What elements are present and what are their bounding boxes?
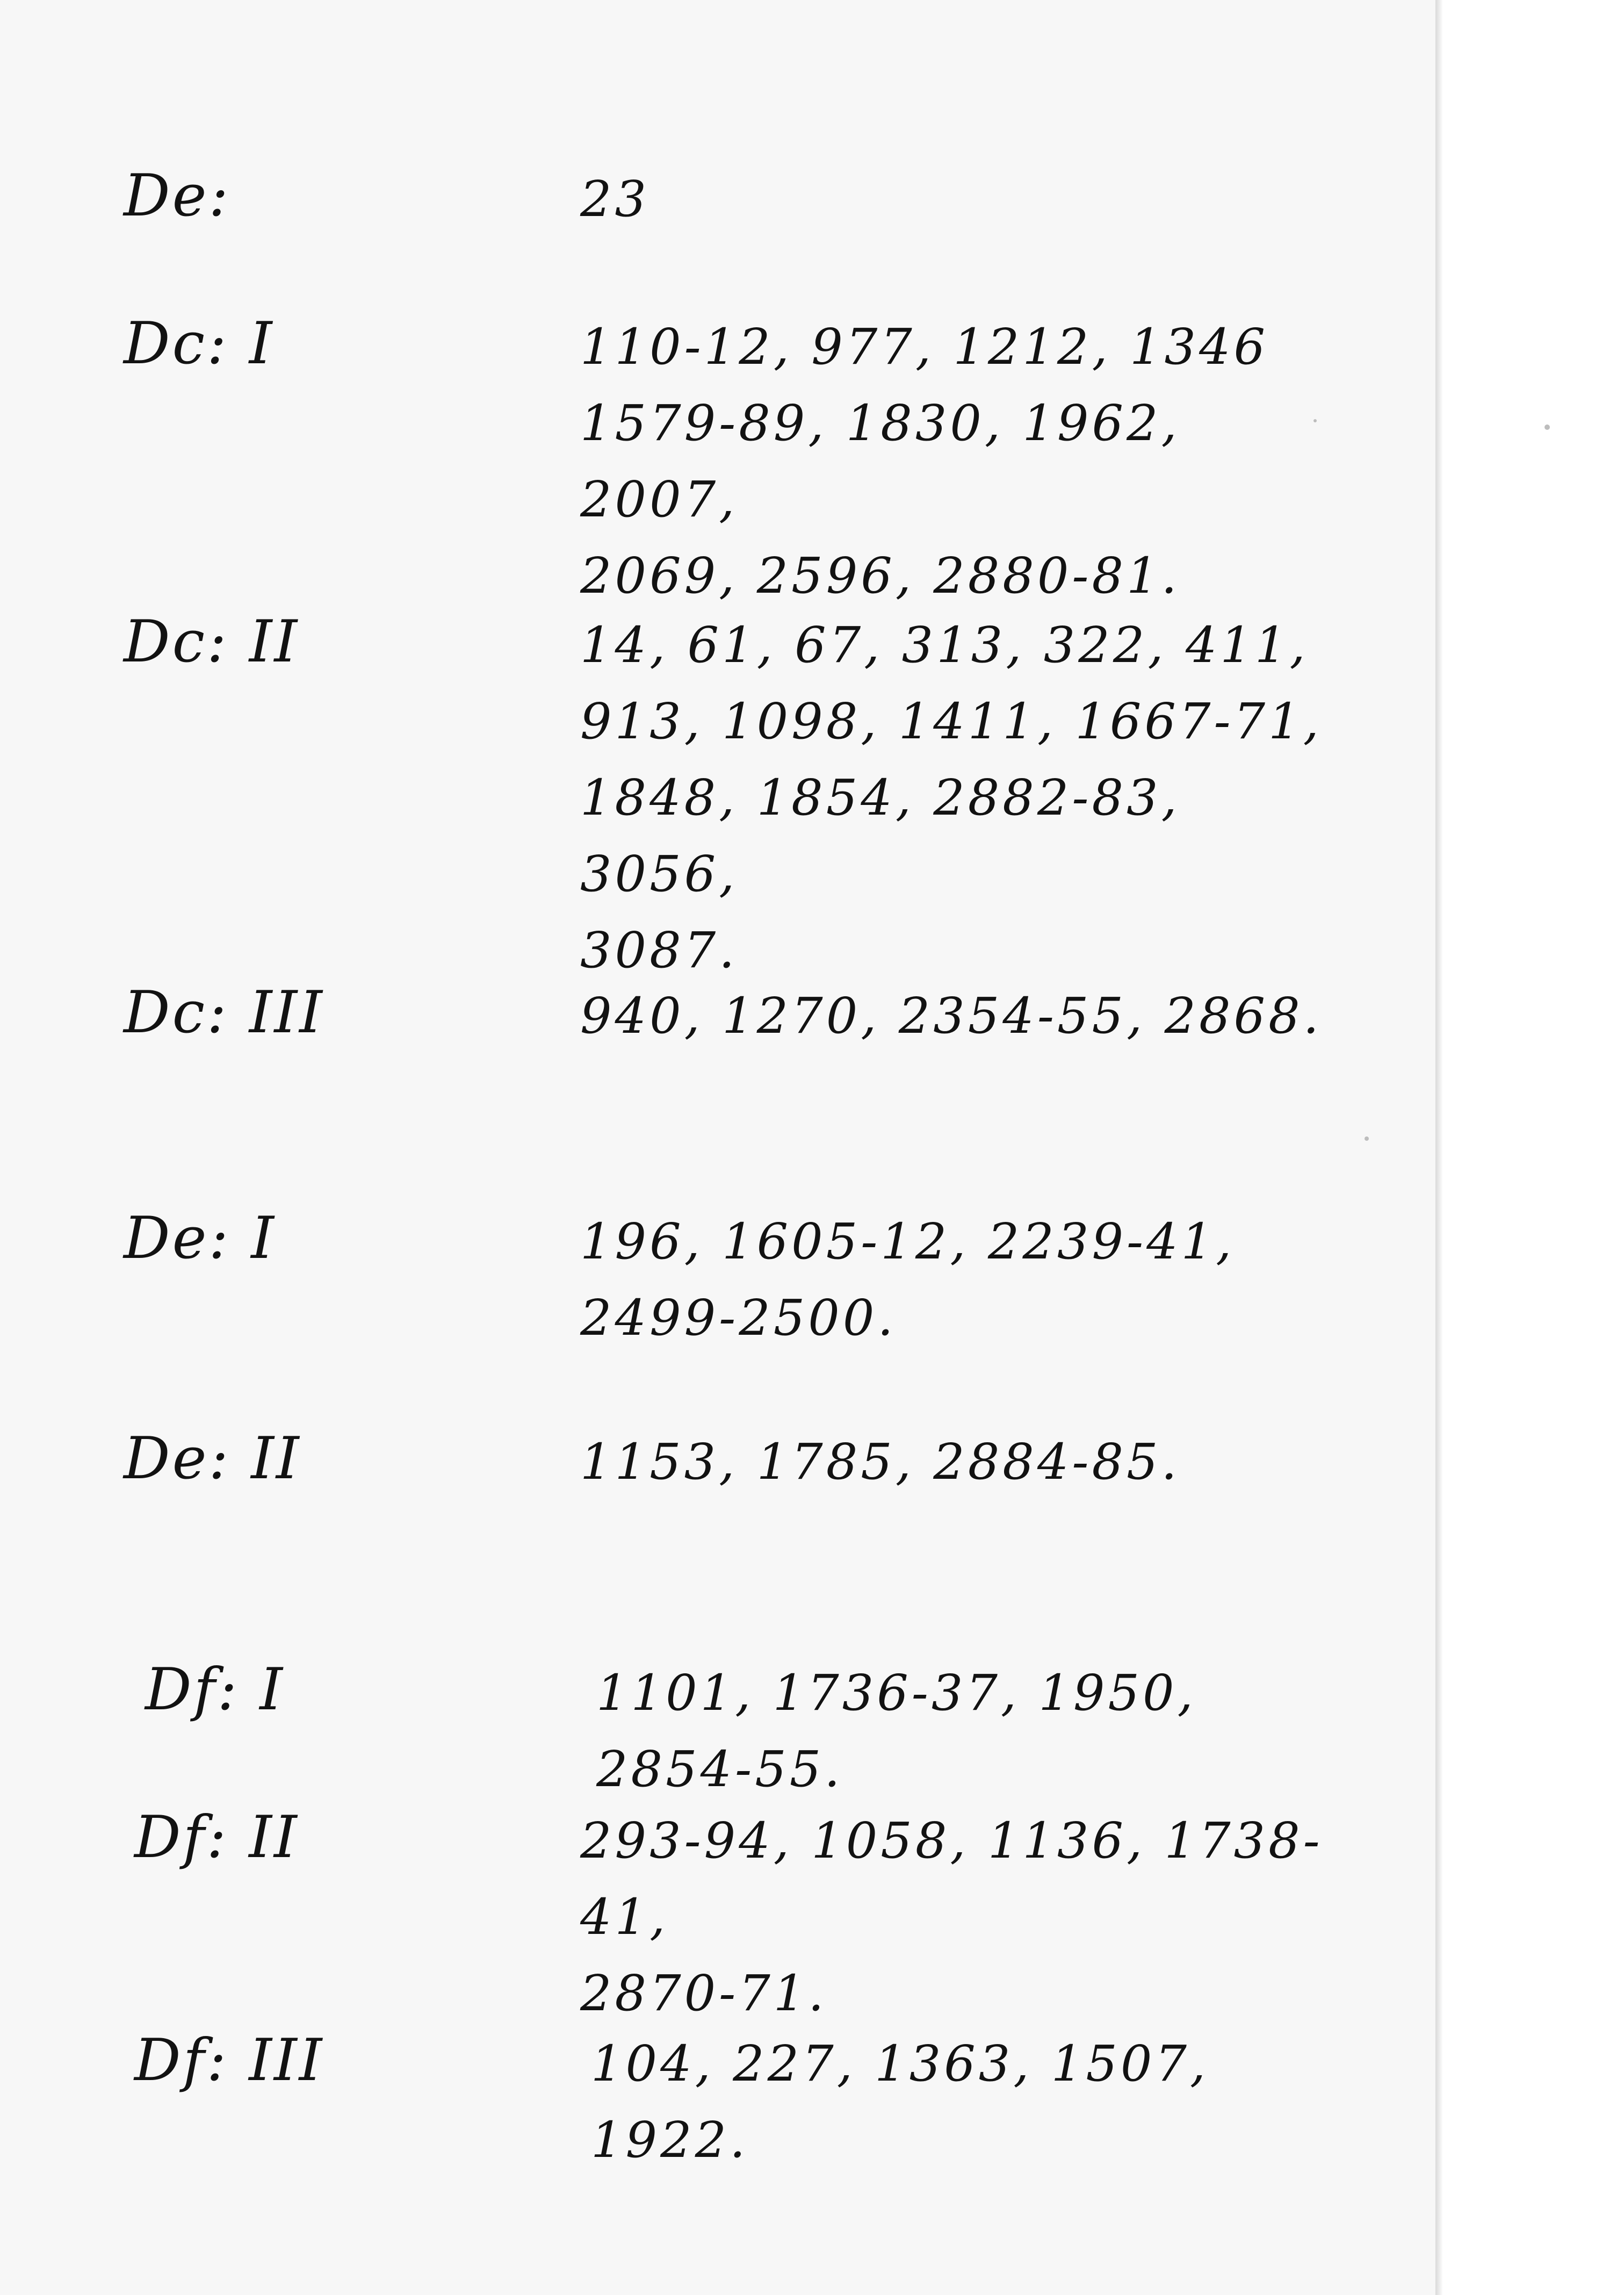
entry-references: 293-94, 1058, 1136, 1738-41, 2870-71. (580, 1812, 1323, 2022)
paper-speck (1544, 425, 1550, 430)
entry-label: Dc: III (124, 979, 324, 1046)
entry-label: Dc: II (124, 608, 300, 675)
entry-label: Df: III (134, 2027, 324, 2094)
entry-references: 14, 61, 67, 313, 322, 411, 913, 1098, 1411, 1667-71, 1848, 1854, 2882-83, 3056, 3087. (580, 616, 1322, 979)
entry-references: 110-12, 977, 1212, 1346 1579-89, 1830, 1962, 2007, 2069, 2596, 2880-81. (580, 318, 1269, 605)
entry-references: 1101, 1736-37, 1950, 2854-55. (596, 1664, 1196, 1798)
entry-references: 104, 227, 1363, 1507, 1922. (591, 2035, 1209, 2169)
entry-references: 196, 1605-12, 2239-41, 2499-2500. (580, 1213, 1235, 1347)
entry-label: Df: I (145, 1656, 285, 1723)
entry-references: 940, 1270, 2354-55, 2868. (580, 987, 1322, 1045)
entry-references: 1153, 1785, 2884-85. (580, 1433, 1180, 1491)
entry-label: De: I (124, 1205, 276, 1272)
entry-label: De: II (124, 1425, 301, 1492)
entry-label: De: (124, 162, 230, 229)
entry-label: Dc: I (124, 310, 275, 377)
entry-references: 23 (580, 170, 650, 228)
entry-label: Df: II (134, 1804, 299, 1871)
